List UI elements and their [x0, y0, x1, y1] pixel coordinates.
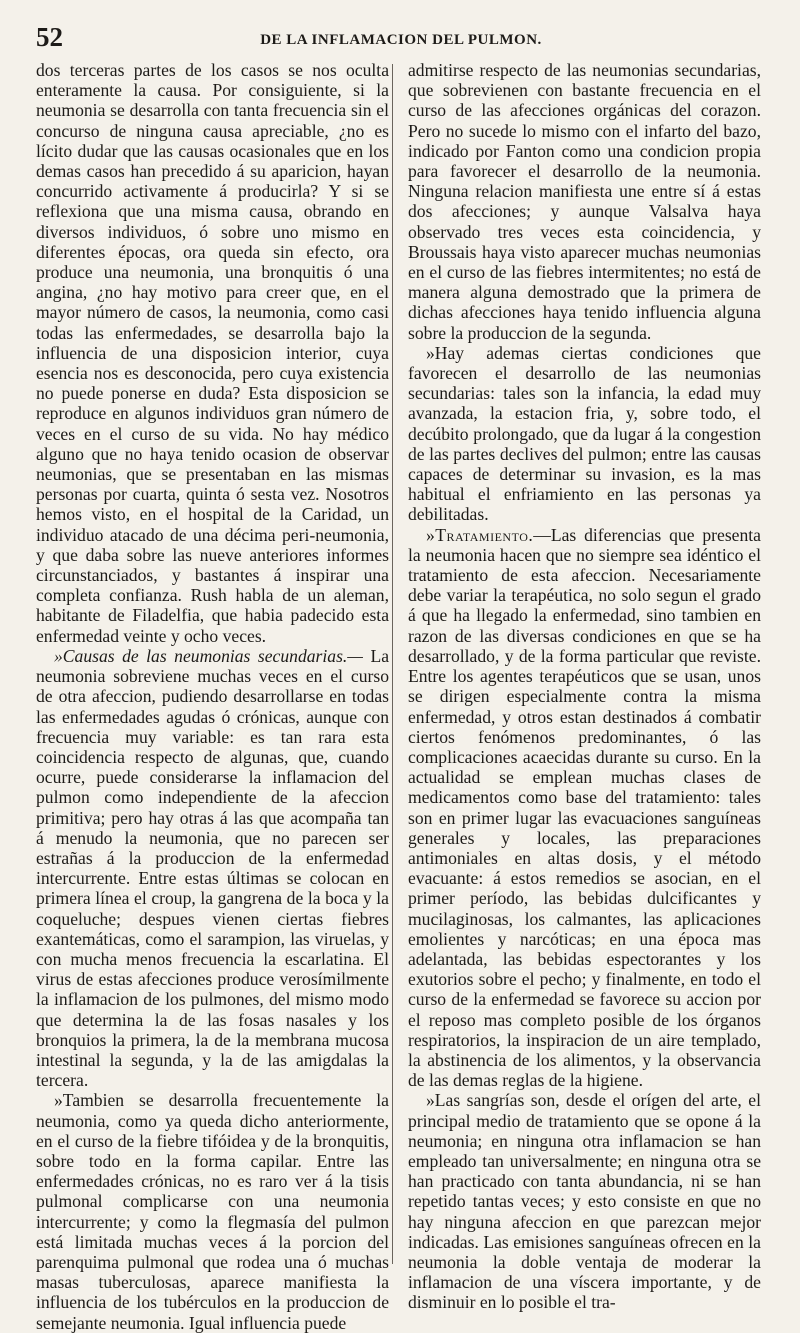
paragraph-secondary-causes	[36, 646, 389, 1090]
page-number: 52	[36, 22, 63, 52]
paragraph: »Hay ademas ciertas condiciones que favorecen el desarrollo de las neumonias secundarias: tales son la infancia, la edad muy avanzada, la estacion fria, y, sobre todo, el decúbito prolongado, que da lugar á la congestion de las partes declives del pulmon; entre las causas capaces de determinar su invasion, es la mas habitual el enfriamiento en las personas ya debilitadas.	[408, 342, 761, 525]
paragraph-body: La neumonia sobreviene muchas veces en el curso de otra afeccion, pudiendo desarrollarse en todas las enfermedades agudas ó crónicas, aunque con frecuencia muy variable: es tan rara esta coincidencia respecto de algunas, que, cuando ocurre, puede considerarse la inflamacion del pulmon como independiente de la afeccion primitiva; pero hay otras á las que acompaña tan á menudo la neumonia, que no parecen ser estrañas á la produccion de la enfermedad intercurrente. Entre estas últimas se colocan en primera línea el croup, la gangrena de la boca y la coqueluche; despues vienen ciertas fiebres exantemáticas, como el sarampion, las viruelas, y con mucha menos frecuencia la escarlatina. El virus de estas afecciones produce verosímilmente la inflamacion de los pulmones, del mismo modo que determina la de las fosas nasales y los bronquios la primera, la de la membrana mucosa intestinal la segunda, y la de las amigdalas la tercera.	[36, 645, 389, 1091]
column-divider	[392, 64, 393, 1264]
left-column	[36, 60, 389, 1333]
section-heading: »Causas de las neumonias secundarias.—	[54, 645, 363, 666]
paragraph-body: —Las diferencias que presenta la neumonia hacen que no siempre sea idéntico el tratamiento de esta afeccion. Necesariamente debe variar la terapéutica, no solo segun el grado á que ha llegado la enfermedad, sino tambien en razon de las diversas condiciones en que se ha desarrollado, y de la forma particular que reviste. Entre los agentes terapéuticos que se usan, unos se dirigen especialmente contra la misma enfermedad, y otros estan destinados á combatir ciertos fenómenos predominantes, ó las complicaciones acaecidas durante su curso. En la actualidad se emplean muchas clases de medicamentos como base del tratamiento: tales son en primer lugar las evacuaciones sanguíneas generales y locales, las preparaciones antimoniales en altas dosis, y el método evacuante: á estos remedios se asocian, en el primer período, las bebidas dulcificantes y mucilaginosas, los calmantes, las aplicaciones emolientes y narcóticas; en una época mas adelantada, las bebidas espectorantes y los exutorios sobre el pecho; y finalmente, en todo el curso de la enfermedad se favorece su accion por el reposo mas completo posible de los órganos respiratorios, la inspiracion de un aire templado, la abstinencia de los alimentos, y la observancia de las demas reglas de la higiene.	[408, 524, 761, 1091]
paragraph: »Las sangrías son, desde el orígen del arte, el principal medio de tratamiento que se opone á la neumonia; en ninguna otra inflamacion se han empleado tan universalmente; en ninguna otra se han practicado con tanta abundancia, ni se han repetido tantas veces; y esto consiste en que no hay ninguna afeccion en que parezcan mejor indicadas. Las emisiones sanguíneas ofrecen en la neumonia la doble ventaja de moderar la inflamacion de una víscera importante, y de disminuir en lo posible el tra-	[408, 1090, 761, 1313]
right-column	[408, 60, 761, 1313]
paragraph: »Tambien se desarrolla frecuentemente la neumonia, como ya queda dicho anteriormente, en el curso de la fiebre tifóidea y de la bronquitis, sobre todo en la forma capilar. Entre las enfermedades crónicas, no es raro ver á la tisis pulmonal complicarse con una neumonia intercurrente; y como la flegmasía del pulmon está limitada muchas veces á la porcion del parenquima pulmonal que rodea una ó muchas masas tuberculosas, aparece manifiesta la influencia de los tubérculos en la produccion de semejante neumonia. Igual influencia puede	[36, 1090, 389, 1333]
paragraph: dos terceras partes de los casos se nos oculta enteramente la causa. Por consiguiente, si la neumonia se desarrolla con tanta frecuencia sin el concurso de ninguna causa apreciable, ¿no es lícito dudar que las causas ocasionales que en los demas casos han precedido á su aparicion, hayan concurrido activamente á producirla? Y si se reflexiona que una misma causa, obrando en diversos individuos, ó sobre uno mismo en diferentes épocas, ora queda sin efecto, ora produce una neumonia, una bronquitis ó una angina, ¿no hay motivo para creer que, en el mayor número de casos, la neumonia, como casi todas las enfermedades, se desarrolla bajo la influencia de una disposicion interior, cuya esencia nos es desconocida, pero cuya existencia no puede ponerse en duda? Esta disposicion se reproduce en algunos individuos gran número de veces en el curso de su vida. No hay médico alguno que no haya tenido ocasion de observar neumonias, que se presentaban en las mismas personas por cuarta, quinta ó sesta vez. Nosotros hemos visto, en el hospital de la Caridad, un individuo atacado de una décima peri-neumonia, y que daba sobre las nueve anteriores informes circunstanciados, y bastantes á inspirar una completa confianza. Rush habla de un aleman, habitante de Filadelfia, que habia padecido esta enfermedad veinte y ocho veces.	[36, 60, 389, 646]
paragraph: admitirse respecto de las neumonias secundarias, que sobrevienen con bastante frecuencia en el curso de las afecciones orgánicas del corazon. Pero no sucede lo mismo con el infarto del bazo, indicado por Fanton como una condicion propia para favorecer el desarrollo de la neumonia. Ninguna relacion manifiesta une entre sí á estas dos afecciones; y aunque Valsalva haya observado tres veces esta coincidencia, y Broussais haya visto aparecer muchas neumonias en el curso de las fiebres intermitentes; no está de manera alguna demostrado que la primera de dichas afecciones haya tenido influencia alguna sobre la produccion de la segunda.	[408, 60, 761, 343]
paragraph-treatment	[408, 525, 761, 1091]
page-header	[36, 14, 766, 54]
section-heading: »Tratamiento.	[426, 524, 534, 545]
running-title: DE LA INFLAMACION DEL PULMON.	[260, 32, 542, 48]
